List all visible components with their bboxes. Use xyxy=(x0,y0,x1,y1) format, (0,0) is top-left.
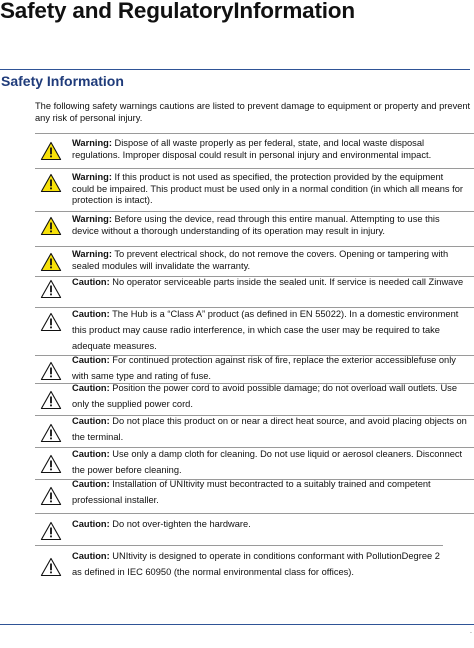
caution-triangle-icon xyxy=(40,521,62,541)
notice-text xyxy=(72,214,468,237)
notice-divider xyxy=(35,545,443,546)
caution-notice xyxy=(35,415,474,447)
caution-notice xyxy=(35,383,474,415)
warning-notice xyxy=(35,211,474,246)
notice-body: Dispose of all waste properly as per federal, state, and local waste disposal regulations. Improper disposal could result in personal injury and environmental impact. xyxy=(72,138,432,160)
notice-text xyxy=(72,413,468,445)
warning-notice xyxy=(35,168,474,211)
notice-label: Caution: xyxy=(72,416,110,426)
caution-triangle-icon xyxy=(40,423,62,443)
notice-body: To prevent electrical shock, do not remove the covers. Opening or tampering with sealed modules will invalidate the warranty. xyxy=(72,249,449,271)
notice-body: Installation of UNItivity must becontracted to a suitably trained and competent professional installer. xyxy=(72,479,431,505)
caution-triangle-icon xyxy=(40,312,62,332)
notice-divider xyxy=(35,168,474,169)
caution-notice xyxy=(35,479,474,513)
notice-body: No operator serviceable parts inside the sealed unit. If service is needed call Zinwave xyxy=(109,277,464,287)
warning-triangle-icon xyxy=(40,252,62,272)
caution-triangle-icon xyxy=(40,279,62,299)
page-mark: . xyxy=(470,628,472,635)
document-title: Safety and RegulatoryInformation xyxy=(0,0,355,23)
notice-body: Do not over-tighten the hardware. xyxy=(109,519,251,529)
notice-text xyxy=(72,172,468,207)
notice-text xyxy=(72,446,468,478)
caution-triangle-icon xyxy=(40,454,62,474)
notice-text xyxy=(72,519,468,531)
caution-triangle-icon xyxy=(40,390,62,410)
notice-body: Use only a damp cloth for cleaning. Do not use liquid or aerosol cleaners. Disconnect the power before cleaning. xyxy=(72,449,463,475)
notice-label: Caution: xyxy=(72,519,110,529)
notice-label: Warning: xyxy=(72,214,112,224)
warning-triangle-icon xyxy=(40,216,62,236)
notice-text xyxy=(72,249,468,272)
notice-body: UNItivity is designed to operate in conditions conformant with PollutionDegree 2 as defined in IEC 60950 (the normal environmental class for offices). xyxy=(72,551,440,577)
caution-triangle-icon xyxy=(40,557,62,577)
notice-label: Warning: xyxy=(72,172,112,182)
caution-notice xyxy=(35,276,474,307)
warning-triangle-icon xyxy=(40,141,62,161)
notice-label: Caution: xyxy=(72,383,110,393)
notice-text xyxy=(72,548,452,580)
caution-notice xyxy=(35,307,474,355)
caution-notice xyxy=(35,355,474,383)
notice-divider xyxy=(35,246,474,247)
notice-text xyxy=(72,138,468,161)
notice-label: Caution: xyxy=(72,551,110,561)
notice-body: Do not place this product on or near a direct heat source, and avoid placing objects on the terminal. xyxy=(72,416,467,442)
notice-divider xyxy=(35,211,474,212)
intro-paragraph: The following safety warnings cautions are listed to prevent damage to equipment or property and prevent any risk of personal injury. xyxy=(35,101,471,123)
header-divider xyxy=(0,69,470,70)
notice-label: Warning: xyxy=(72,249,112,259)
notice-body: The Hub is a “Class A” product (as defined in EN 55022). In a domestic environment this product may cause radio interference, in which case the user may be required to take adequate measures. xyxy=(72,309,459,351)
notice-label: Caution: xyxy=(72,277,110,287)
warning-triangle-icon xyxy=(40,173,62,193)
notice-text xyxy=(72,476,468,508)
notice-body: For continued protection against risk of fire, replace the exterior accessiblefuse only with same type and rating of fuse. xyxy=(72,355,456,381)
notice-label: Warning: xyxy=(72,138,112,148)
notice-body: If this product is not used as specified, the protection provided by the equipment could be impaired. This product must be used only in a normal condition (in which all means for protection is intact). xyxy=(72,172,464,205)
notice-label: Caution: xyxy=(72,449,110,459)
footer-divider xyxy=(0,624,474,625)
notice-text xyxy=(72,306,468,354)
caution-notice xyxy=(35,447,474,479)
warning-notice xyxy=(35,246,474,276)
notice-divider xyxy=(35,133,474,134)
notice-body: Position the power cord to avoid possible damage; do not overload wall outlets. Use only the supplied power cord. xyxy=(72,383,457,409)
section-heading: Safety Information xyxy=(1,73,124,89)
notice-label: Caution: xyxy=(72,309,110,319)
caution-notice xyxy=(35,513,474,545)
notice-text xyxy=(72,380,468,412)
notice-label: Caution: xyxy=(72,479,110,489)
notice-text xyxy=(72,277,468,289)
caution-triangle-icon xyxy=(40,361,62,381)
caution-notice xyxy=(35,545,474,585)
notice-divider xyxy=(35,513,474,514)
notice-body: Before using the device, read through this entire manual. Attempting to use this device without a thorough understanding of its operation may result in injury. xyxy=(72,214,440,236)
notice-label: Caution: xyxy=(72,355,110,365)
warning-notice xyxy=(35,133,474,168)
caution-triangle-icon xyxy=(40,486,62,506)
